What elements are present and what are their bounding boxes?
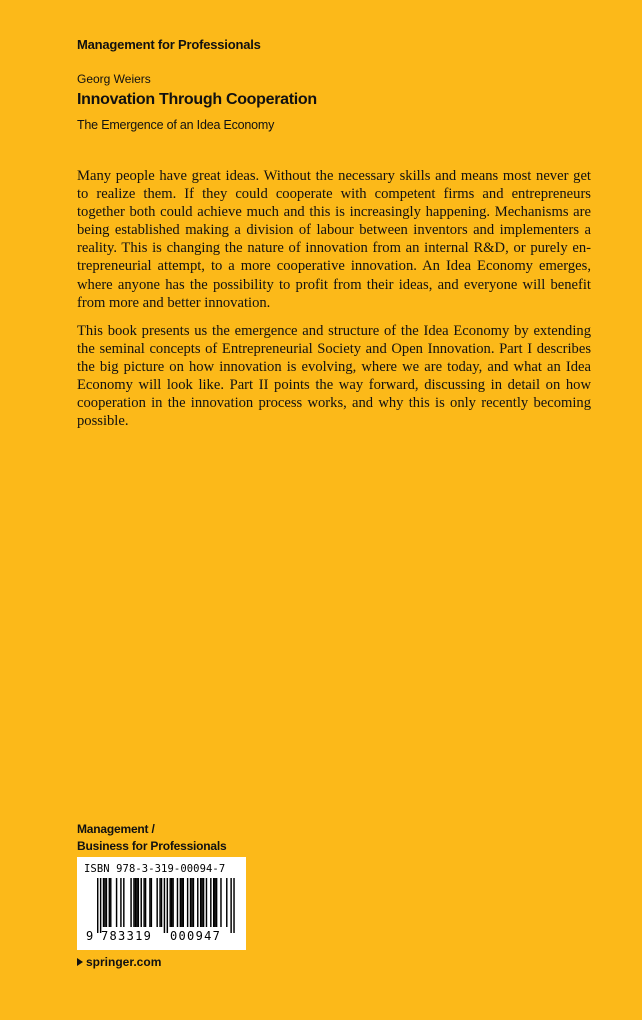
barcode-bar — [201, 878, 202, 927]
ean-right-digits: 000947 — [170, 929, 222, 943]
barcode-bar — [177, 878, 178, 927]
barcode-bar — [230, 878, 231, 933]
barcode-bar — [210, 878, 211, 927]
subject-category — [77, 821, 227, 855]
barcode-bar — [145, 878, 146, 927]
barcode-bar — [141, 878, 142, 927]
barcode-bar — [180, 878, 181, 927]
barcode-bar — [97, 878, 98, 933]
barcode-bar — [104, 878, 105, 927]
website-text: springer.com — [86, 955, 162, 969]
blurb — [77, 167, 591, 440]
barcode-bar — [191, 878, 192, 927]
barcode-bar — [138, 878, 139, 927]
barcode-bar — [136, 878, 137, 927]
barcode-bar — [100, 878, 101, 933]
barcode-bar — [213, 878, 214, 927]
barcode-bar — [200, 878, 201, 927]
barcode-bar — [197, 878, 198, 927]
author-name: Georg Weiers — [77, 72, 151, 86]
barcode-bar — [110, 878, 111, 927]
barcode-bar — [161, 878, 162, 927]
book-subtitle: The Emergence of an Idea Economy — [77, 118, 275, 132]
barcode-bar — [151, 878, 152, 927]
barcode-bar — [167, 878, 168, 933]
barcode-bar — [109, 878, 110, 927]
barcode-bar — [183, 878, 184, 927]
barcode-bar — [149, 878, 150, 927]
barcode-bar — [120, 878, 121, 927]
publisher-website — [77, 955, 161, 969]
barcode-bar — [135, 878, 136, 927]
barcode-bar — [133, 878, 134, 927]
barcode-bar — [164, 878, 165, 933]
barcode-bar — [190, 878, 191, 927]
barcode-bar — [220, 878, 221, 927]
barcode-bar — [103, 878, 104, 927]
isbn-text: ISBN 978-3-319-00094-7 — [84, 863, 226, 875]
barcode-bar — [170, 878, 171, 927]
subject-line-1: Management / — [77, 822, 155, 836]
arrow-right-icon — [77, 958, 83, 966]
barcode-bar — [171, 878, 172, 927]
barcode-bar — [226, 878, 227, 927]
barcode-bar — [159, 878, 160, 927]
barcode-bar — [216, 878, 217, 927]
barcode-bar — [123, 878, 124, 927]
blurb-paragraph-2: This book presents us the emergence and structure of the Idea Economy by extending the seminal concepts of Entrepreneurial Society and Open Innovation. Part I describes the big picture on how innovation is evolving, where we are today, and what an Idea Economy will look like. Part II points the way forward, discussing in detail on how cooperation in the innovation process works, and why this is only recently becoming possible. — [77, 322, 591, 430]
barcode-bar — [172, 878, 173, 927]
barcode-bar — [106, 878, 107, 927]
ean-first-digit: 9 — [86, 929, 94, 943]
barcode-bar — [206, 878, 207, 927]
barcode-bar — [143, 878, 144, 927]
barcode-bar — [193, 878, 194, 927]
barcode-bar — [130, 878, 131, 927]
ean-left-digits: 783319 — [101, 929, 153, 943]
barcode-bar — [181, 878, 182, 927]
barcode-bar — [187, 878, 188, 927]
barcode-bar — [156, 878, 157, 927]
barcode-bar — [214, 878, 215, 927]
series-name: Management for Professionals — [77, 37, 261, 52]
blurb-paragraph-1: Many people have great ideas. Without the necessary skills and means most never get to realize them. If they could cooperate with competent firms and entrepreneurs together both could achieve much and this is increasingly happening. Mechanisms are being established making a division of labour between inventors and implementers a reality. This is changing the nature of innovation from an internal R&D, or purely entrepreneurial attempt, to a more cooperative innovation. An Idea Economy emerges, where anyone has the possibility to profit from their ideas, and everyone will benefit from more and better innovation. — [77, 168, 591, 311]
subject-line-2: Business for Professionals — [77, 839, 227, 853]
barcode-box — [77, 857, 246, 950]
barcode-bar — [203, 878, 204, 927]
barcode-bar — [233, 878, 234, 933]
barcode-bar — [116, 878, 117, 927]
book-title: Innovation Through Cooperation — [77, 91, 317, 108]
